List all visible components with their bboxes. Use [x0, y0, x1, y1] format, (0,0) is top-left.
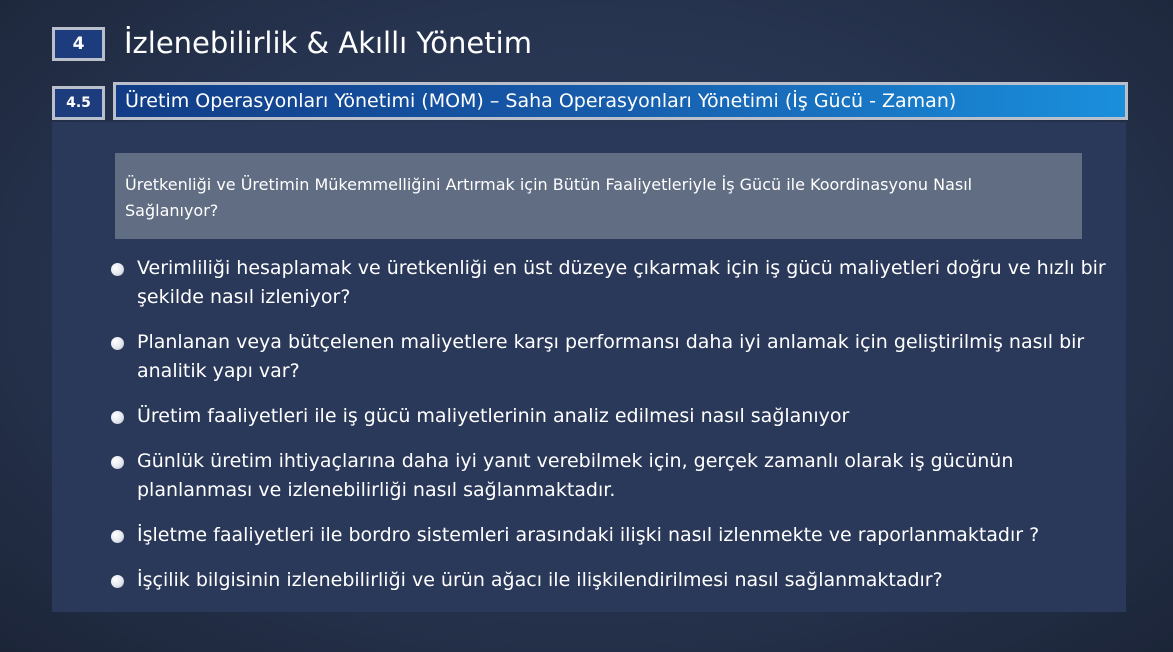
bullet-text: Planlanan veya bütçelenen maliyetlere karşı performansı daha iyi anlamak için geliştirilmiş nasıl bir analitik yapı var? — [137, 331, 1085, 382]
bullet-text: Üretim faaliyetleri ile iş gücü maliyetlerinin analiz edilmesi nasıl sağlanıyor — [137, 405, 850, 427]
bullet-icon — [111, 456, 124, 469]
bullet-text: İşletme faaliyetleri ile bordro sistemleri arasındaki ilişki nasıl izlenmekte ve raporlanmaktadır ? — [137, 524, 1040, 546]
bullet-text: Verimliliği hesaplamak ve üretkenliği en üst düzeye çıkarmak için iş gücü maliyetleri doğru ve hızlı bir şekilde nasıl izleniyor? — [137, 257, 1106, 308]
bullet-item — [108, 402, 1118, 431]
section-number-badge: 4 — [52, 27, 105, 61]
bullet-item — [108, 521, 1118, 550]
bullet-item — [108, 254, 1118, 312]
bullet-icon — [111, 575, 124, 588]
question-box: Üretkenliği ve Üretimin Mükemmelliğini Artırmak için Bütün Faaliyetleriyle İş Gücü ile Koordinasyonu Nasıl Sağlanıyor? — [115, 153, 1082, 239]
bullet-list — [108, 254, 1118, 595]
bullet-item — [108, 447, 1118, 505]
bullet-item — [108, 328, 1118, 386]
bullet-icon — [111, 530, 124, 543]
bullet-icon — [111, 263, 124, 276]
bullet-icon — [111, 411, 124, 424]
subsection-title-bar: Üretim Operasyonları Yönetimi (MOM) – Saha Operasyonları Yönetimi (İş Gücü - Zaman) — [113, 82, 1128, 120]
section-title: İzlenebilirlik & Akıllı Yönetim — [124, 26, 532, 60]
subsection-number-badge: 4.5 — [52, 86, 105, 120]
bullet-icon — [111, 337, 124, 350]
bullet-text: İşçilik bilgisinin izlenebilirliği ve ürün ağacı ile ilişkilendirilmesi nasıl sağlanmaktadır? — [137, 569, 943, 591]
bullet-item — [108, 566, 1118, 595]
bullet-text: Günlük üretim ihtiyaçlarına daha iyi yanıt verebilmek için, gerçek zamanlı olarak iş gücünün planlanması ve izlenebilirliği nasıl sağlanmaktadır. — [137, 450, 1014, 501]
